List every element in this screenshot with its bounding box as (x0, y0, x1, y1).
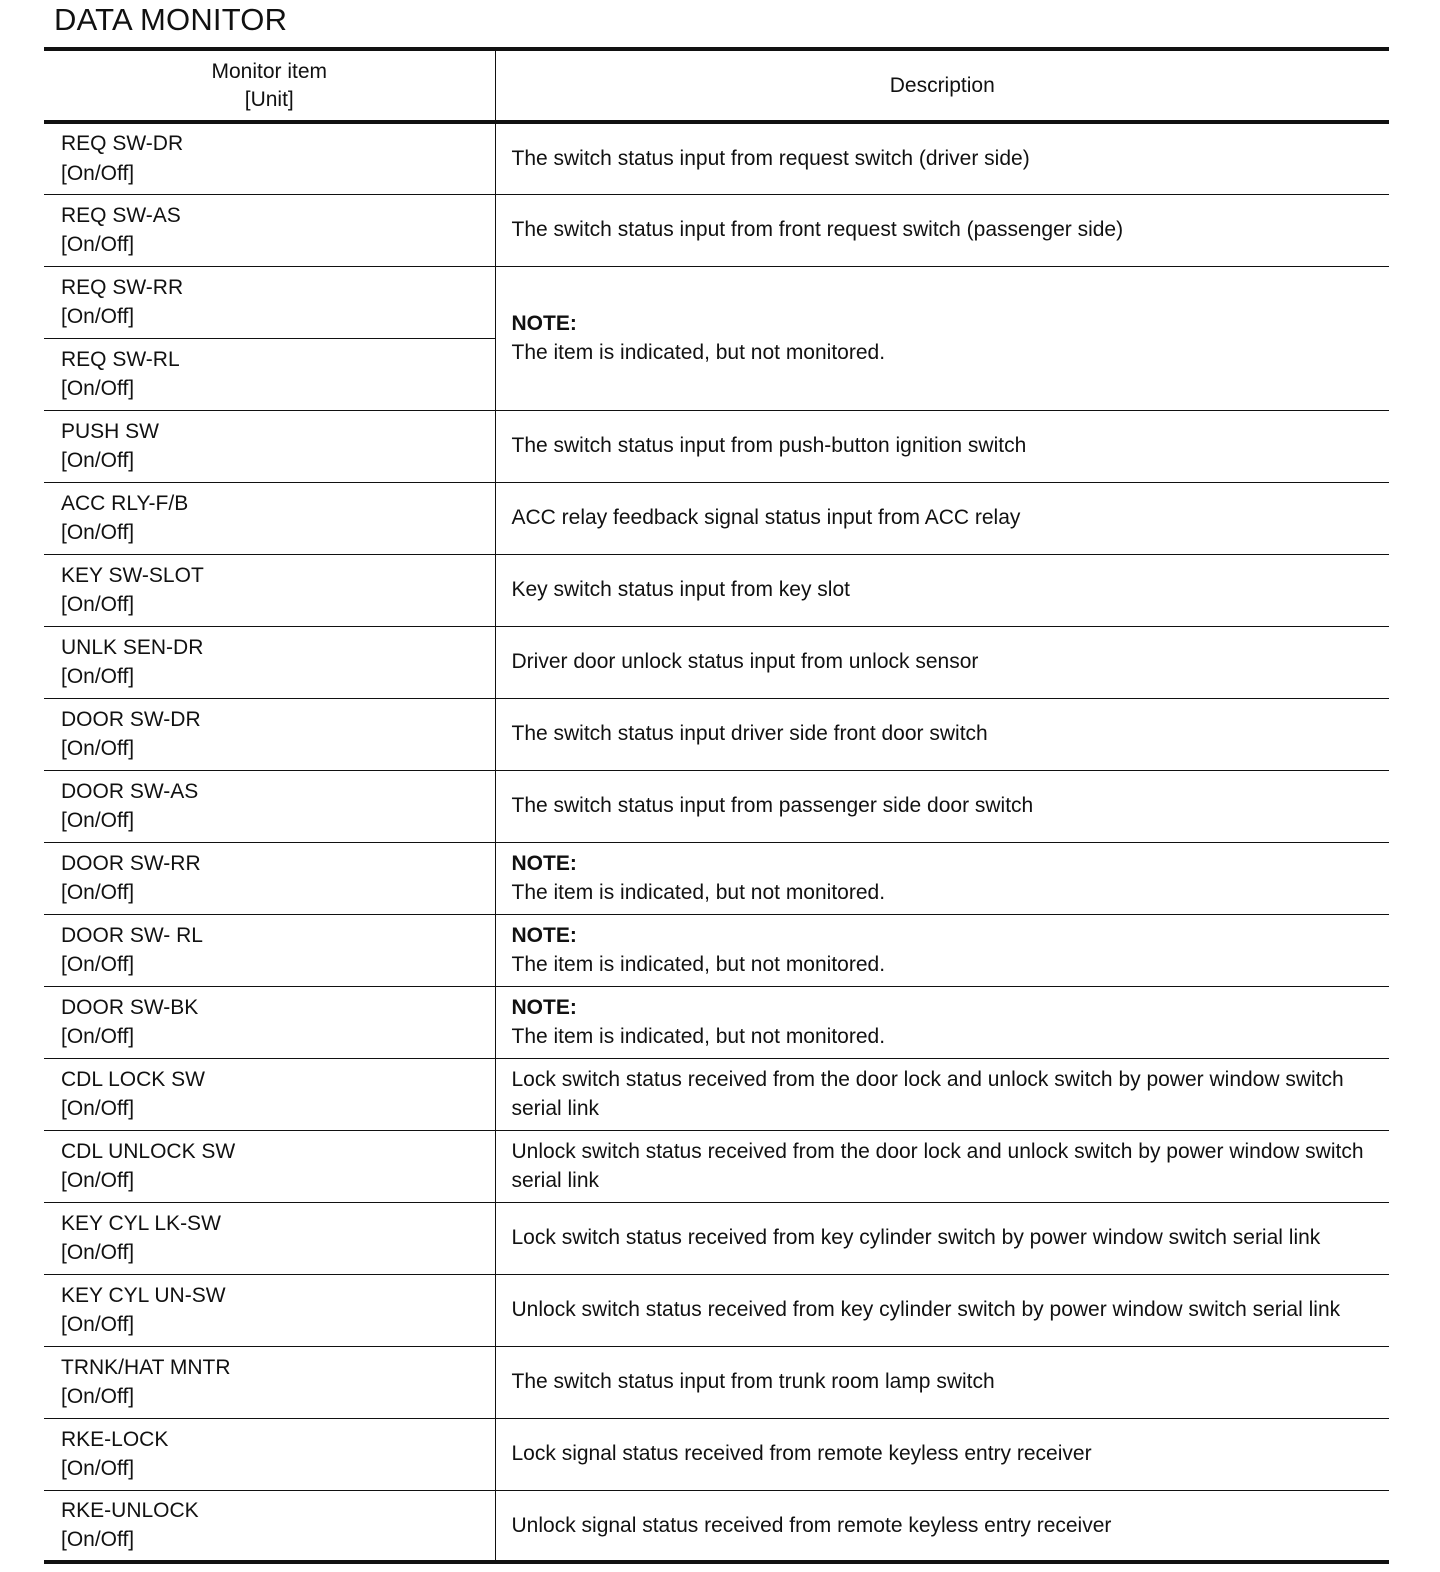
table-row (44, 842, 1389, 914)
monitor-item-unit: [On/Off] (61, 953, 135, 976)
description-cell: Unlock switch status received from key cylinder switch by power window switch serial link (495, 1274, 1389, 1346)
table-row (44, 1130, 1389, 1202)
monitor-item-cell (44, 482, 495, 554)
monitor-item-unit: [On/Off] (61, 449, 135, 472)
monitor-item-cell (44, 914, 495, 986)
monitor-item-cell (44, 770, 495, 842)
table-row (44, 410, 1389, 482)
monitor-item-cell (44, 1346, 495, 1418)
header-monitor-item-label: Monitor item (211, 59, 328, 83)
description-cell: The switch status input from trunk room lamp switch (495, 1346, 1389, 1418)
monitor-item-cell (44, 1274, 495, 1346)
description-cell: The switch status input from passenger side door switch (495, 770, 1389, 842)
note-label: NOTE: (511, 851, 577, 875)
monitor-item-unit: [On/Off] (61, 1097, 135, 1120)
monitor-item-name: DOOR SW-RR (61, 851, 201, 875)
monitor-item-cell (44, 1202, 495, 1274)
description-cell: Key switch status input from key slot (495, 554, 1389, 626)
monitor-item-cell (44, 410, 495, 482)
table-row (44, 770, 1389, 842)
table-row (44, 698, 1389, 770)
monitor-item-unit: [On/Off] (61, 1313, 135, 1336)
monitor-item-unit: [On/Off] (61, 377, 135, 400)
monitor-item-unit: [On/Off] (61, 809, 135, 832)
monitor-item-unit: [On/Off] (61, 1457, 135, 1480)
description-cell: The switch status input from push-button ignition switch (495, 410, 1389, 482)
monitor-item-name: RKE-LOCK (61, 1427, 169, 1451)
monitor-item-name: ACC RLY-F/B (61, 491, 189, 515)
header-description: Description (495, 49, 1389, 122)
monitor-item-cell (44, 266, 495, 338)
monitor-item-unit: [On/Off] (61, 1385, 135, 1408)
monitor-item-name: CDL LOCK SW (61, 1067, 205, 1091)
monitor-item-cell (44, 1130, 495, 1202)
note-cell (495, 842, 1389, 914)
table-row (44, 1346, 1389, 1418)
description-cell: The switch status input from front request switch (passenger side) (495, 194, 1389, 266)
description-cell: The switch status input driver side front door switch (495, 698, 1389, 770)
table-header-row (44, 49, 1389, 122)
monitor-item-name: KEY CYL UN-SW (61, 1283, 226, 1307)
data-monitor-table (44, 47, 1389, 1564)
monitor-item-name: RKE-UNLOCK (61, 1498, 199, 1522)
monitor-item-unit: [On/Off] (61, 161, 135, 185)
description-cell: Lock switch status received from the door lock and unlock switch by power window switch serial link (495, 1058, 1389, 1130)
note-text: The item is indicated, but not monitored. (511, 881, 886, 904)
monitor-item-name: TRNK/HAT MNTR (61, 1355, 231, 1379)
note-label: NOTE: (511, 923, 577, 947)
header-monitor-item (44, 49, 495, 122)
monitor-item-name: DOOR SW- RL (61, 923, 203, 947)
description-cell: Lock signal status received from remote keyless entry receiver (495, 1418, 1389, 1490)
monitor-item-unit: [On/Off] (61, 593, 135, 616)
note-cell (495, 914, 1389, 986)
monitor-item-cell (44, 842, 495, 914)
note-label: NOTE: (511, 311, 577, 335)
table-row (44, 626, 1389, 698)
monitor-item-name: PUSH SW (61, 419, 160, 443)
table-row (44, 914, 1389, 986)
note-label: NOTE: (511, 995, 577, 1019)
table-row (44, 194, 1389, 266)
monitor-item-name: REQ SW-DR (61, 132, 184, 156)
table-row (44, 266, 1389, 338)
monitor-item-unit: [On/Off] (61, 233, 135, 256)
note-text: The item is indicated, but not monitored. (511, 953, 886, 976)
monitor-item-cell (44, 1058, 495, 1130)
monitor-item-unit: [On/Off] (61, 521, 135, 544)
monitor-item-cell (44, 626, 495, 698)
monitor-item-name: REQ SW-AS (61, 203, 181, 227)
table-row (44, 1202, 1389, 1274)
table-row (44, 482, 1389, 554)
description-cell: Lock switch status received from key cylinder switch by power window switch serial link (495, 1202, 1389, 1274)
monitor-item-name: DOOR SW-BK (61, 995, 199, 1019)
monitor-item-name: UNLK SEN-DR (61, 635, 204, 659)
description-cell: The switch status input from request switch (driver side) (495, 122, 1389, 194)
monitor-item-cell (44, 698, 495, 770)
table-row (44, 1490, 1389, 1562)
note-cell (495, 986, 1389, 1058)
table-row (44, 122, 1389, 194)
monitor-item-unit: [On/Off] (61, 665, 135, 688)
monitor-item-unit: [On/Off] (61, 1528, 135, 1552)
monitor-item-name: DOOR SW-DR (61, 707, 201, 731)
monitor-item-cell (44, 1418, 495, 1490)
monitor-item-cell (44, 986, 495, 1058)
monitor-item-unit: [On/Off] (61, 1025, 135, 1048)
monitor-item-cell (44, 194, 495, 266)
description-cell: Unlock signal status received from remote keyless entry receiver (495, 1490, 1389, 1562)
table-row (44, 986, 1389, 1058)
monitor-item-name: REQ SW-RL (61, 347, 180, 371)
monitor-item-cell (44, 554, 495, 626)
monitor-item-unit: [On/Off] (61, 1169, 135, 1192)
monitor-item-name: DOOR SW-AS (61, 779, 199, 803)
table-row (44, 1274, 1389, 1346)
monitor-item-unit: [On/Off] (61, 881, 135, 904)
header-unit-label: [Unit] (244, 87, 294, 111)
monitor-item-unit: [On/Off] (61, 1241, 135, 1264)
monitor-item-name: KEY SW-SLOT (61, 563, 204, 587)
monitor-item-cell (44, 338, 495, 410)
monitor-item-cell (44, 1490, 495, 1562)
note-cell (495, 266, 1389, 410)
table-row (44, 1418, 1389, 1490)
note-text: The item is indicated, but not monitored. (511, 341, 886, 364)
monitor-item-unit: [On/Off] (61, 737, 135, 760)
monitor-item-cell (44, 122, 495, 194)
description-cell: Driver door unlock status input from unlock sensor (495, 626, 1389, 698)
description-cell: Unlock switch status received from the door lock and unlock switch by power window switch serial link (495, 1130, 1389, 1202)
page-title: DATA MONITOR (54, 2, 288, 37)
monitor-item-name: KEY CYL LK-SW (61, 1211, 221, 1235)
note-text: The item is indicated, but not monitored. (511, 1025, 886, 1048)
monitor-item-name: CDL UNLOCK SW (61, 1139, 236, 1163)
description-cell: ACC relay feedback signal status input from ACC relay (495, 482, 1389, 554)
monitor-item-name: REQ SW-RR (61, 275, 184, 299)
table-row (44, 554, 1389, 626)
table-row (44, 1058, 1389, 1130)
monitor-item-unit: [On/Off] (61, 305, 135, 328)
